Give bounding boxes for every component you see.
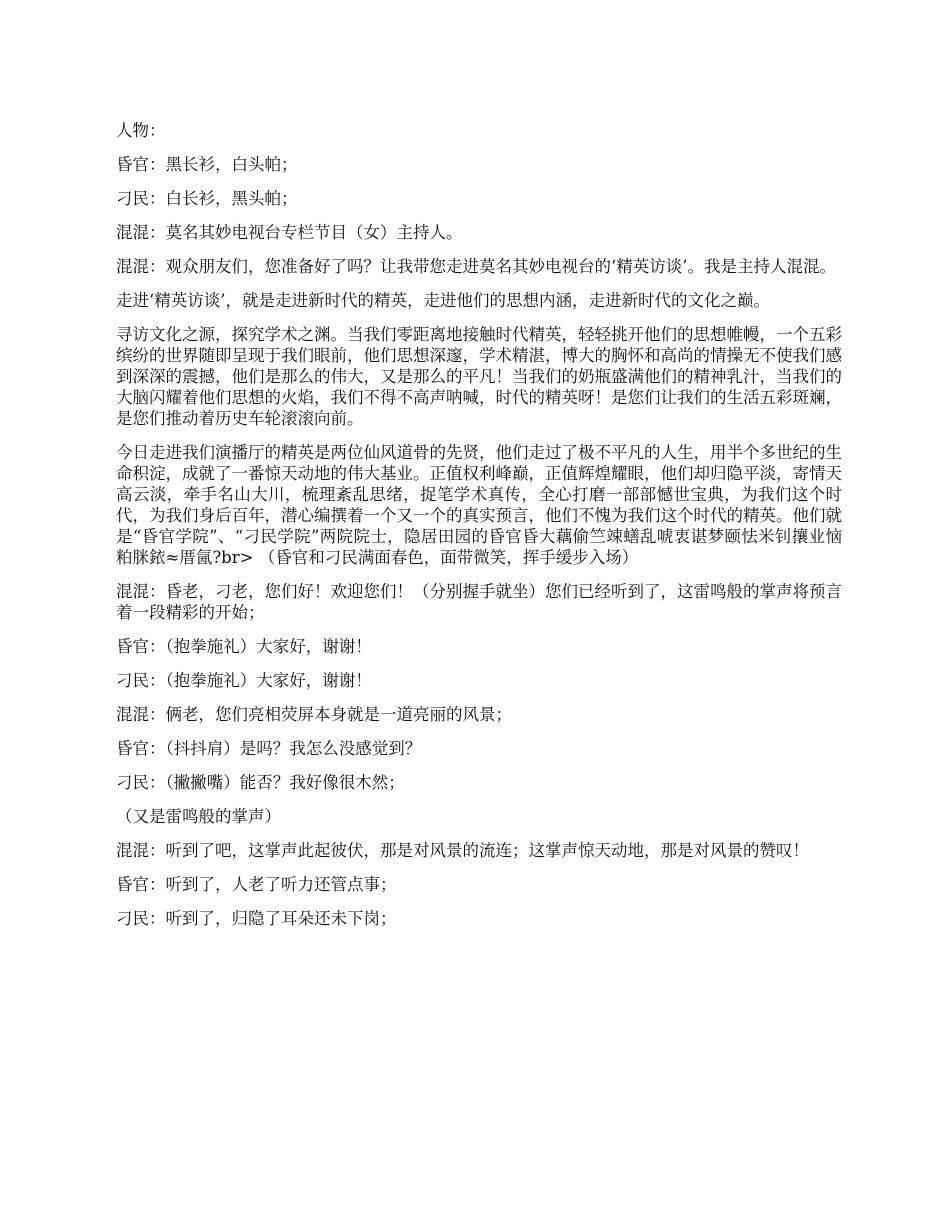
paragraph-stage-direction: （又是雷鸣般的掌声） xyxy=(116,807,281,826)
paragraph-dialogue: 昏官：听到了，人老了听力还管点事； xyxy=(116,875,397,894)
paragraph-dialogue: 刁民：（撇撇嘴）能否？我好像很木然； xyxy=(116,773,405,792)
paragraph-dialogue: 刁民：（抱拳施礼）大家好，谢谢！ xyxy=(116,671,372,690)
paragraph-character-diaomin: 刁民：白长衫，黑头帕； xyxy=(116,189,298,208)
paragraph-character-hunguan: 昏官：黑长衫，白头帕； xyxy=(116,155,298,174)
document-body xyxy=(116,120,842,942)
paragraph-dialogue: 刁民：听到了，归隐了耳朵还未下岗； xyxy=(116,909,397,928)
paragraph-host-intro: 混混：观众朋友们，您准备好了吗？让我带您走进莫名其妙电视台的‘精英访谈’。我是主持人混混。 xyxy=(116,257,836,276)
paragraph-character-hunhun: 混混：莫名其妙电视台专栏节目（女）主持人。 xyxy=(116,223,463,242)
paragraph-guests-intro: 今日走进我们演播厅的精英是两位仙风道骨的先贤，他们走过了极不平凡的人生，用半个多世纪的生命积淀，成就了一番惊天动地的伟大基业。正值权利峰巅，正值辉煌耀眼，他们却归隐平淡，寄情天高云淡，牵手名山大川，梳理紊乱思绪，捉笔学术真传，全心打磨一部部憾世宝典，为我们这个时代，为我们身后百年，潜心编撰着一个又一个的真实预言，他们不愧为我们这个时代的精英。他们就是“昏官学院”、“刁民学院”两院院士，隐居田园的昏官昏大藕偷竺竦蟮乱唬衷谌梦颐怯米钊攘业恼粕脒銥≈厝氤?br> （昏官和刁民满面春色，面带微笑，挥手缓步入场） xyxy=(116,443,842,567)
paragraph-dialogue: 混混：俩老，您们亮相荧屏本身就是一道亮丽的风景； xyxy=(116,705,512,724)
paragraph-dialogue: 混混：听到了吧，这掌声此起彼伏，那是对风景的流连；这掌声惊天动地，那是对风景的赞叹！ xyxy=(116,841,809,860)
paragraph-characters-heading: 人物： xyxy=(116,121,166,140)
paragraph-dialogue: 混混：昏老，刁老，您们好！欢迎您们！（分别握手就坐）您们已经听到了，这雷鸣般的掌声将预言着一段精彩的开始； xyxy=(116,582,842,622)
paragraph-culture-quest: 寻访文化之源，探究学术之渊。当我们零距离地接触时代精英，轻轻挑开他们的思想帷幔，一个五彩缤纷的世界随即呈现于我们眼前，他们思想深邃，学术精湛，博大的胸怀和高尚的情操无不使我们感到深深的震撼，他们是那么的伟大，又是那么的平凡！当我们的奶瓶盛满他们的精神乳汁，当我们的大脑闪耀着他们思想的火焰，我们不得不高声呐喊，时代的精英呀！是您们让我们的生活五彩斑斓，是您们推动着历史车轮滚滚向前。 xyxy=(116,325,842,428)
paragraph-dialogue: 昏官：（抱拳施礼）大家好，谢谢！ xyxy=(116,637,372,656)
paragraph-program-intro: 走进‘精英访谈’，就是走进新时代的精英，走进他们的思想内涵，走进新时代的文化之巅。 xyxy=(116,291,770,310)
paragraph-dialogue: 昏官：（抖抖肩）是吗？我怎么没感觉到？ xyxy=(116,739,422,758)
